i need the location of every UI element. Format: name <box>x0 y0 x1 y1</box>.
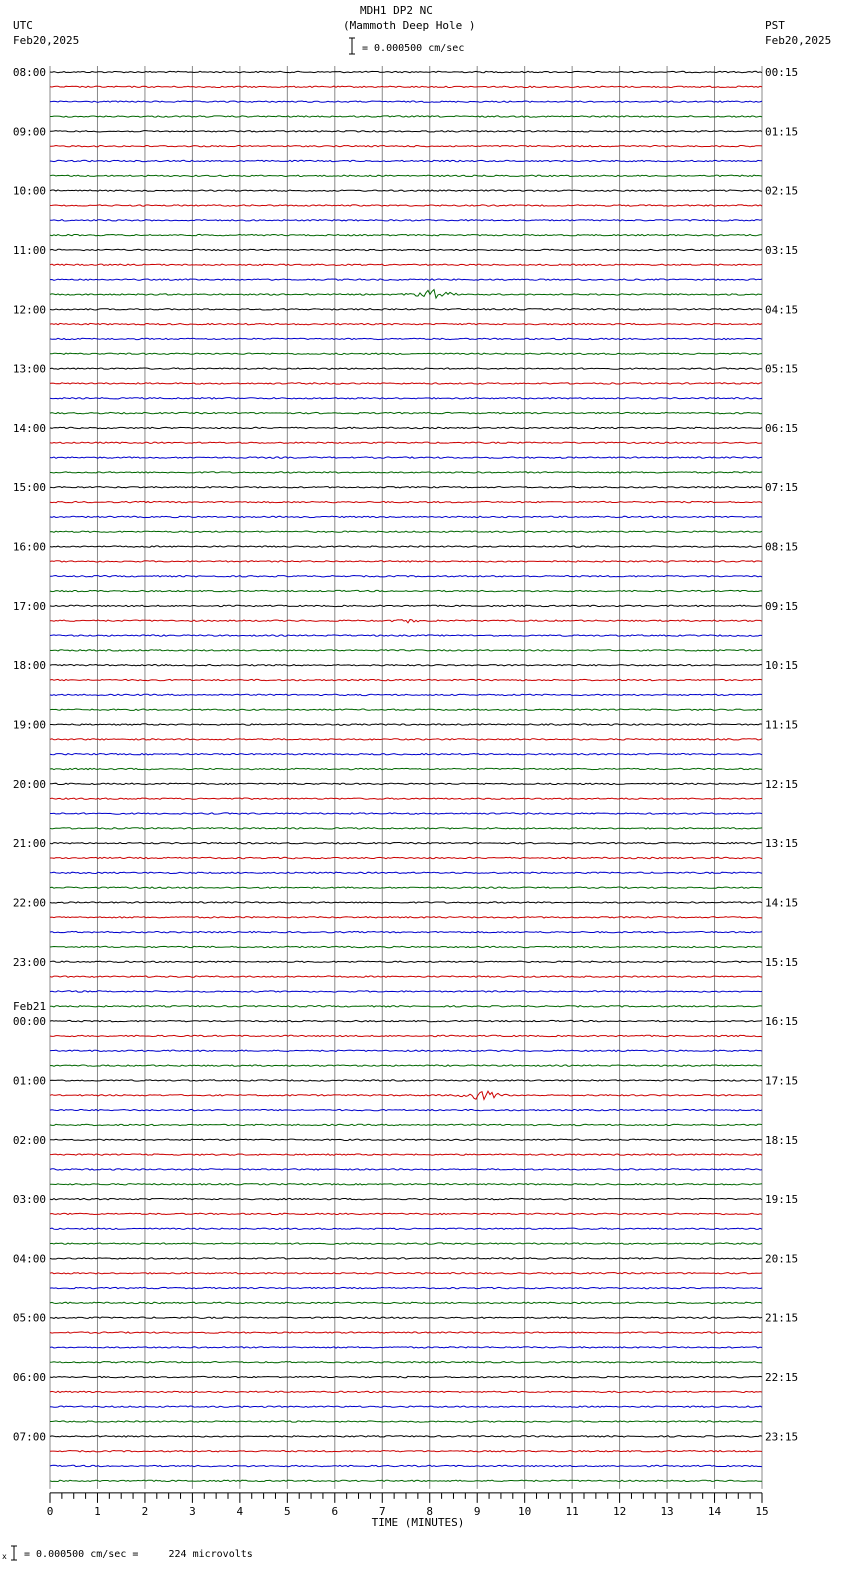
trace-line <box>50 1421 762 1422</box>
pst-hour-label: 16:15 <box>765 1015 799 1029</box>
trace-line <box>50 1050 762 1051</box>
trace-line <box>50 1273 762 1274</box>
trace-line <box>50 472 762 473</box>
x-axis <box>47 1493 769 1529</box>
x-tick-label: 1 <box>94 1504 101 1518</box>
trace-line <box>50 709 762 710</box>
trace-line <box>50 1139 762 1140</box>
trace-line <box>50 290 762 299</box>
trace-line <box>50 427 762 428</box>
pst-hour-label: 07:15 <box>765 481 799 495</box>
trace-line <box>50 1035 762 1036</box>
trace-line <box>50 872 762 873</box>
trace-line <box>50 590 762 591</box>
x-axis-label: TIME (MINUTES) <box>371 1515 465 1529</box>
trace-line <box>50 1080 762 1081</box>
trace-line <box>50 71 762 72</box>
utc-hour-label: 13:00 <box>12 362 46 376</box>
trace-line <box>50 323 762 324</box>
pst-hour-label: 15:15 <box>765 955 799 969</box>
x-tick-label: 3 <box>189 1504 196 1518</box>
utc-hour-label: 03:00 <box>12 1193 46 1207</box>
trace-line <box>50 264 762 265</box>
station-title: MDH1 DP2 NC <box>360 4 433 17</box>
trace-line <box>50 116 762 117</box>
pst-hour-label: 04:15 <box>765 303 799 317</box>
pst-hour-label: 14:15 <box>765 896 799 910</box>
trace-line <box>50 1091 762 1099</box>
trace-line <box>50 576 762 577</box>
trace-line <box>50 887 762 888</box>
pst-hour-label: 03:15 <box>765 243 799 257</box>
utc-hour-label: 15:00 <box>12 481 46 495</box>
trace-line <box>50 487 762 488</box>
x-tick-label: 2 <box>141 1504 149 1518</box>
x-tick-label: 10 <box>518 1504 532 1518</box>
x-tick-label: 7 <box>378 1504 386 1518</box>
pst-hour-label: 06:15 <box>765 421 799 435</box>
trace-line <box>50 1347 762 1348</box>
x-tick-label: 12 <box>612 1504 627 1518</box>
trace-line <box>50 442 762 443</box>
pst-hour-label: 13:15 <box>765 837 799 851</box>
trace-line <box>50 931 762 932</box>
trace-line <box>50 1451 762 1452</box>
trace-line <box>50 1243 762 1244</box>
x-tick-label: 4 <box>236 1504 244 1518</box>
trace-line <box>50 457 762 458</box>
trace-line <box>50 665 762 666</box>
trace-line <box>50 828 762 829</box>
x-tick-label: 15 <box>755 1504 769 1518</box>
trace-line <box>50 1317 762 1318</box>
trace-lines <box>50 71 762 1481</box>
utc-hour-label: 22:00 <box>12 896 46 910</box>
utc-hour-label: 14:00 <box>12 421 46 435</box>
trace-line <box>50 160 762 161</box>
trace-line <box>50 353 762 354</box>
trace-line <box>50 1065 762 1066</box>
trace-line <box>50 546 762 547</box>
trace-line <box>50 398 762 399</box>
trace-line <box>50 843 762 844</box>
trace-line <box>50 146 762 147</box>
x-tick-label: 0 <box>46 1504 54 1518</box>
utc-hour-label: 10:00 <box>12 184 46 198</box>
pst-hour-label: 19:15 <box>765 1193 799 1207</box>
utc-hour-label: 19:00 <box>12 718 46 732</box>
x-tick-label: 11 <box>565 1504 579 1518</box>
footer-scale-label: = 0.000500 cm/sec = 224 microvolts <box>24 1549 253 1560</box>
trace-line <box>50 86 762 87</box>
utc-hour-label: 07:00 <box>12 1430 46 1444</box>
trace-line <box>50 190 762 191</box>
trace-line <box>50 946 762 947</box>
footer-scale-bar <box>11 1546 17 1560</box>
trace-line <box>50 1287 762 1288</box>
trace-line <box>50 220 762 221</box>
trace-line <box>50 131 762 132</box>
site-subtitle: (Mammoth Deep Hole ) <box>343 19 476 32</box>
utc-hour-label: 16:00 <box>12 540 46 554</box>
pst-hour-label: 12:15 <box>765 777 799 791</box>
trace-line <box>50 1169 762 1170</box>
pst-hour-label: 22:15 <box>765 1371 799 1385</box>
trace-line <box>50 1109 762 1110</box>
x-tick-label: 9 <box>473 1504 481 1518</box>
utc-hour-label: 05:00 <box>12 1311 46 1325</box>
trace-line <box>50 1406 762 1407</box>
right-date: Feb20,2025 <box>765 34 832 47</box>
header-scale-bar <box>349 38 355 54</box>
trace-line <box>50 1228 762 1229</box>
trace-line <box>50 249 762 250</box>
pst-hour-label: 20:15 <box>765 1252 799 1266</box>
utc-hour-label: 12:00 <box>12 303 46 317</box>
trace-line <box>50 961 762 962</box>
utc-hour-label: 02:00 <box>12 1133 46 1147</box>
utc-hour-label: 11:00 <box>12 243 46 257</box>
trace-line <box>50 175 762 176</box>
trace-line <box>50 531 762 532</box>
trace-line <box>50 338 762 339</box>
trace-line <box>50 516 762 517</box>
trace-line <box>50 991 762 992</box>
trace-line <box>50 368 762 369</box>
trace-line <box>50 917 762 918</box>
pst-hour-label: 10:15 <box>765 659 799 673</box>
pst-hour-label: 08:15 <box>765 540 799 554</box>
trace-line <box>50 1376 762 1377</box>
trace-line <box>50 1154 762 1155</box>
utc-hour-label: 00:00 <box>12 1015 46 1029</box>
trace-line <box>50 279 762 280</box>
trace-line <box>50 501 762 502</box>
trace-line <box>50 620 762 623</box>
trace-line <box>50 1332 762 1333</box>
utc-hour-label: 09:00 <box>12 125 46 139</box>
x-tick-label: 6 <box>331 1504 339 1518</box>
trace-line <box>50 1480 762 1481</box>
utc-hour-label: 01:00 <box>12 1074 46 1088</box>
pst-hour-label: 09:15 <box>765 599 799 613</box>
pst-hour-label: 23:15 <box>765 1430 799 1444</box>
x-tick-label: 13 <box>660 1504 674 1518</box>
left-timezone: UTC <box>13 19 33 32</box>
pst-hour-label: 18:15 <box>765 1133 799 1147</box>
utc-hour-label: 04:00 <box>12 1252 46 1266</box>
pst-hour-label: 02:15 <box>765 184 799 198</box>
utc-hour-label: 08:00 <box>12 66 46 79</box>
trace-line <box>50 783 762 784</box>
trace-line <box>50 1258 762 1259</box>
trace-line <box>50 739 762 740</box>
trace-line <box>50 1302 762 1303</box>
trace-line <box>50 1362 762 1363</box>
pst-hour-label: 00:15 <box>765 66 799 79</box>
trace-line <box>50 1006 762 1007</box>
trace-line <box>50 857 762 858</box>
trace-line <box>50 902 762 903</box>
utc-hour-label: 21:00 <box>12 837 46 851</box>
trace-line <box>50 798 762 799</box>
trace-line <box>50 724 762 725</box>
trace-line <box>50 694 762 695</box>
trace-line <box>50 1124 762 1125</box>
right-timezone: PST <box>765 19 785 32</box>
x-tick-label: 5 <box>284 1504 291 1518</box>
trace-line <box>50 1465 762 1466</box>
pst-hour-label: 11:15 <box>765 718 799 732</box>
trace-line <box>50 976 762 977</box>
trace-line <box>50 679 762 680</box>
date-change-label: Feb21 <box>13 1000 47 1014</box>
trace-line <box>50 1184 762 1185</box>
trace-line <box>50 383 762 384</box>
utc-hour-label: 23:00 <box>12 955 46 969</box>
utc-hour-label: 18:00 <box>12 659 46 673</box>
trace-line <box>50 412 762 413</box>
x-tick-label: 14 <box>707 1504 722 1518</box>
utc-hour-label: 20:00 <box>12 777 46 791</box>
trace-line <box>50 1198 762 1199</box>
trace-line <box>50 1391 762 1392</box>
trace-line <box>50 768 762 769</box>
trace-line <box>50 754 762 755</box>
trace-line <box>50 205 762 206</box>
pst-hour-label: 17:15 <box>765 1074 799 1088</box>
trace-line <box>50 561 762 562</box>
x-tick-label: 8 <box>426 1504 434 1518</box>
left-date: Feb20,2025 <box>13 34 80 47</box>
trace-line <box>50 1020 762 1021</box>
trace-line <box>50 101 762 102</box>
trace-line <box>50 1213 762 1214</box>
trace-line <box>50 309 762 310</box>
trace-line <box>50 1436 762 1437</box>
scale-label: = 0.000500 cm/sec <box>362 43 465 54</box>
trace-line <box>50 635 762 636</box>
pst-hour-label: 21:15 <box>765 1311 799 1325</box>
trace-line <box>50 650 762 651</box>
trace-line <box>50 813 762 814</box>
trace-line <box>50 234 762 235</box>
utc-hour-label: 06:00 <box>12 1371 46 1385</box>
utc-hour-label: 17:00 <box>12 599 46 613</box>
pst-hour-label: 01:15 <box>765 125 799 139</box>
pst-hour-label: 05:15 <box>765 362 799 376</box>
trace-line <box>50 605 762 606</box>
footer-prefix: x <box>2 1552 7 1561</box>
